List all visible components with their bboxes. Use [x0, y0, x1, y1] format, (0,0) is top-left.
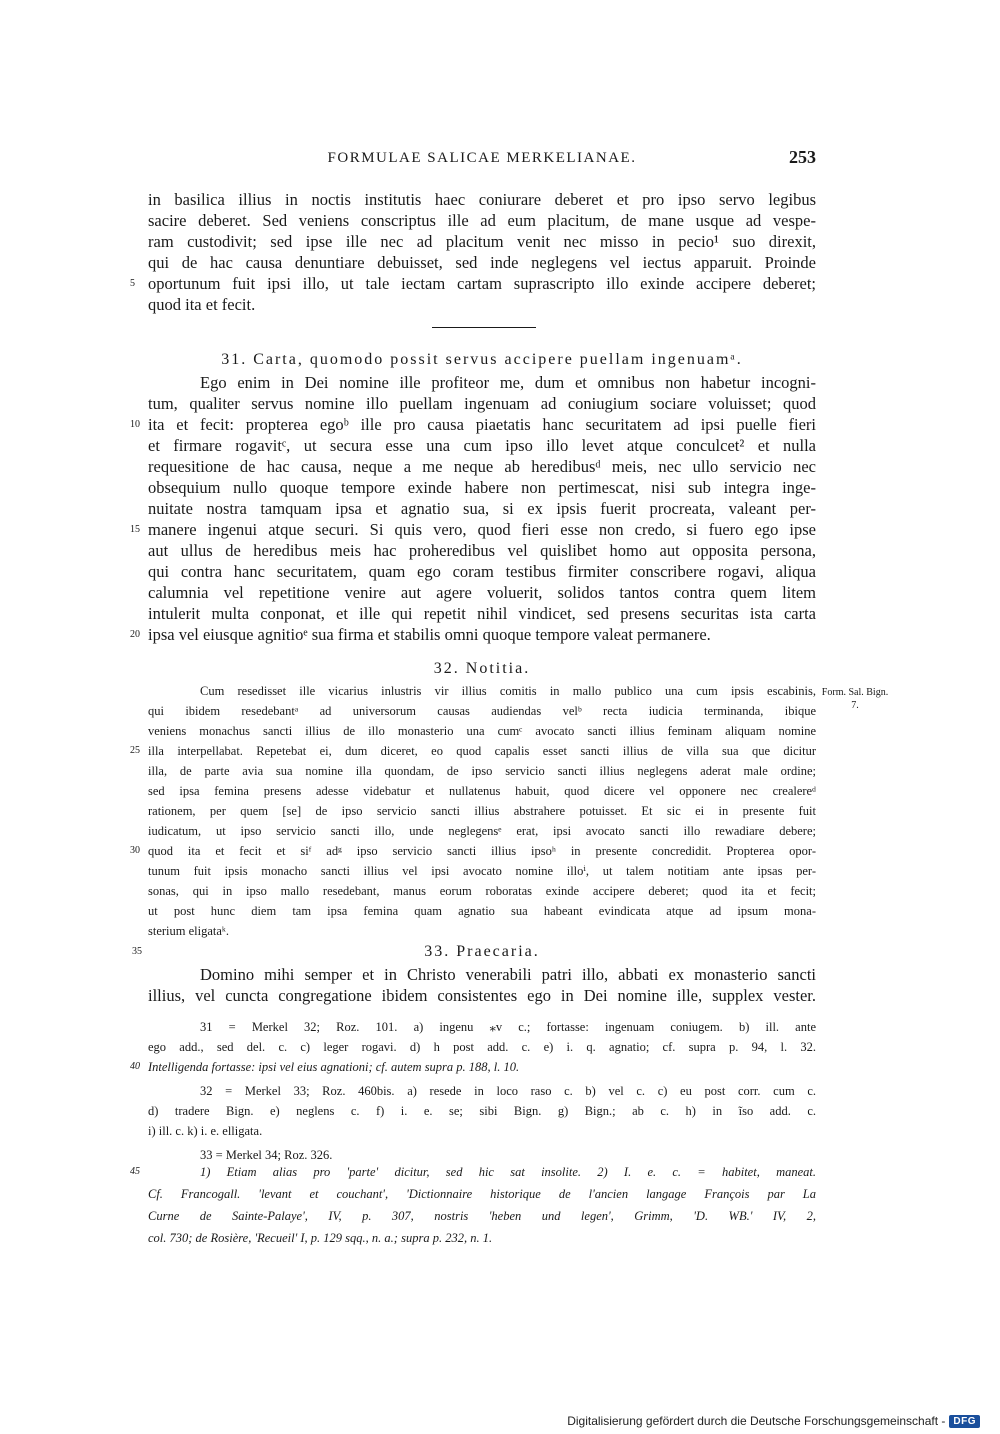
apparatus-line: 33 = Merkel 34; Roz. 326. [200, 1148, 333, 1162]
footnote-line: Curne de Sainte-Palaye', IV, p. 307, nostris 'heben und legen', Grimm, 'D. WB.' IV, 2, [148, 1209, 816, 1223]
text-line: tum, qualiter servus nomine illo puellam ingenuam ad coniugium sociare voluisset; quod [148, 394, 816, 413]
section-32-heading: 32. Notitia. [433, 660, 531, 677]
text-line: in basilica illius in noctis institutis haec coniurare deberet et pro ipso servo legibus [148, 190, 816, 209]
text-line: intulerit multa conponat, et ille qui repetit nihil vindicet, sed presens securitas ista carta [148, 604, 816, 623]
section-divider [432, 327, 536, 328]
text-line: rationem, per quem [se] de ipso servicio sancti illius abstrahere potuisset. Et sic ei in presente fuit [148, 804, 816, 818]
text-line: ram custodivit; sed ipse ille nec ad placitum venit nec misso in pecio¹ suo direxit, [148, 232, 816, 251]
text-line: qui de hac causa denuntiare debuisset, sed inde neglegens vel iectus apparuit. Proinde [148, 253, 816, 272]
margin-note: Form. Sal. Bign. 7. [821, 687, 889, 711]
text-line: Ego enim in Dei nomine ille profiteor me, dum et omnibus non habetur incogni- [200, 373, 816, 392]
text-line: aut ullus de heredibus meis hac proheredibus vel quislibet homo aut opposita persona, [148, 541, 816, 560]
apparatus-line: d) tradere Bign. e) neglens c. f) i. e. se; sibi Bign. g) Bign.; ab c. h) in ĩso add. c. [148, 1104, 816, 1118]
text-line: 30 quod ita et fecit et siᶠ adᵍ ipso servicio sancti illius ipsoʰ in presente concredidit. Propterea opor- [130, 844, 816, 858]
text-line: 10 ita et fecit: propterea egoᵇ ille pro causa piaetatis hanc securitatem ad ipsi puelle fieri [130, 415, 816, 434]
footnote-line: 45 1) Etiam alias pro 'parte' dicitur, sed hic sat insolite. 2) I. e. c. = habitet, maneat. [130, 1165, 816, 1179]
text-line: quod ita et fecit. [148, 295, 256, 314]
text-line: et firmare rogavitᶜ, ut secura esse una cum ipso illo levet atque conculcet² et nulla [148, 436, 816, 455]
text-line: illius, vel cuncta congregatione ibidem consistentes ego in Dei nomine ille, supplex vester. [148, 986, 816, 1005]
apparatus-line: i) ill. c. k) i. e. elligata. [148, 1124, 263, 1138]
text-line: qui ibidem resedebantᵃ ad universorum causas audiendas velᵇ recta iudicia terminanda, ibique [148, 704, 816, 718]
top-text-block [130, 189, 816, 315]
section-32 [130, 657, 816, 941]
section-31 [130, 348, 816, 645]
text-line: sed ipsa femina presens adesse videbatur et nullatenus habuit, quod dicere vel opponere nec crealereᵈ [148, 784, 816, 798]
dfg-logo: DFG [949, 1415, 980, 1428]
text-line: iudicatum, ut ipso servicio sancti illo, unde neglegensᵉ erat, ipsi avocato sancti illo rewadiare debere; [148, 824, 816, 838]
text-line: obsequium nullo quoque tempore exinde habere non pertimescat, nisi sub integra inge- [148, 478, 816, 497]
text-line: 5 oportunum fuit ipsi illo, ut tale iectam cartam suprascripto illo exinde accipere deberet; [130, 274, 816, 293]
credit-text: Digitalisierung gefördert durch die Deutsche Forschungsgemeinschaft - [567, 1414, 946, 1428]
text-line: calumnia vel repetitione venire aut agere voluerit, solidos tantos contra quem litem [148, 583, 816, 602]
digitization-credit [567, 1414, 980, 1428]
apparatus-line: 32 = Merkel 33; Roz. 460bis. a) resede in loco raso c. b) vel c. c) eu post corr. cum c. [200, 1084, 816, 1098]
section-31-heading: 31. Carta, quomodo possit servus accipere puellam ingenuamᵃ. [221, 351, 743, 368]
text-line: qui contra hanc securitatem, quam ego coram testibus firmiter conscribere rogavi, aliqua [148, 562, 816, 581]
page-number: 253 [789, 147, 816, 167]
footnote-line: col. 730; de Rosière, 'Recueil' I, p. 129 sqq., n. a.; supra p. 232, n. 1. [148, 1231, 493, 1245]
footnote-line: Cf. Francogall. 'levant et couchant', 'Dictionnaire historique de l'ancien langage François par La [148, 1187, 816, 1201]
text-line: 20 ipsa vel eiusque agnitioᵉ sua firma et stabilis omni quoque tempore valeat permanere. [130, 625, 711, 644]
text-line: Cum resedisset ille vicarius inlustris vir illius comitis in mallo publico una cum ipsis escabinis, [200, 684, 816, 698]
apparatus-line: ego add., sed del. c. c) leger rogavi. d) h post add. c. e) i. q. agnatio; cf. supra p. 94, l. 32. [148, 1040, 816, 1054]
text-line: sacire deberet. Sed veniens conscriptus ille ad eum placitum, de mane usque ad vespe- [148, 211, 816, 230]
apparatus-line: 31 = Merkel 32; Roz. 101. a) ingenu ⁎v c.; fortasse: ingenuam coniugem. b) ill. ante [200, 1020, 816, 1034]
text-line: nuitate nostra tamquam ipsa et agnatio sua, si ex ipsis fuerit procreata, valeant per- [148, 499, 816, 518]
apparatus-line: 40 Intelligenda fortasse: ipsi vel eius agnationi; cf. autem supra p. 188, l. 10. [130, 1060, 520, 1074]
running-title: FORMULAE SALICAE MERKELIANAE. [327, 150, 637, 166]
text-line: 15 manere ingenui atque securi. Si quis vero, quod fieri esse non credo, si fuero ego ipse [130, 520, 816, 539]
section-33 [132, 940, 816, 1006]
text-line: tunum fuit ipsis monacho sancti illius vel ipsi avocato nomine illoⁱ, ut talem notitiam ante ipsas per- [148, 864, 816, 878]
text-line: Domino mihi semper et in Christo venerabili patri illo, abbati ex monasterio sancti [200, 965, 816, 984]
section-33-heading: 35 33. Praecaria. [132, 943, 540, 960]
critical-apparatus [130, 1017, 816, 1165]
page-header [148, 147, 816, 174]
text-line: veniens monachus sancti illius de illo monasterio una cumᶜ avocato sancti illius feminam aliquam nomine [148, 724, 816, 738]
text-line: requesitione de hac causa, neque a me neque ab heredibusᵈ meis, nec ullo servicio nec [148, 457, 816, 476]
text-line: illa, de parte avia sua nomine illa quondam, de ipso servicio sancti illius neglegens aderat male ordine; [148, 764, 816, 778]
footnotes [130, 1161, 816, 1249]
text-line: sterium eligataᵏ. [148, 924, 229, 938]
text-line: 25 illa interpellabat. Repetebat ei, dum diceret, eo quod capalis esset sancti illius de villa sua que dicitur [130, 744, 816, 758]
text-line: sonas, qui in ipso mallo resedebant, manus eorum roboratas exinde accipere deberet; quod ita et fecit; [148, 884, 816, 898]
text-line: ut post hunc diem tam ipsa femina quam agnatio sua habeant evindicata atque ad ipsum mona- [148, 904, 816, 918]
